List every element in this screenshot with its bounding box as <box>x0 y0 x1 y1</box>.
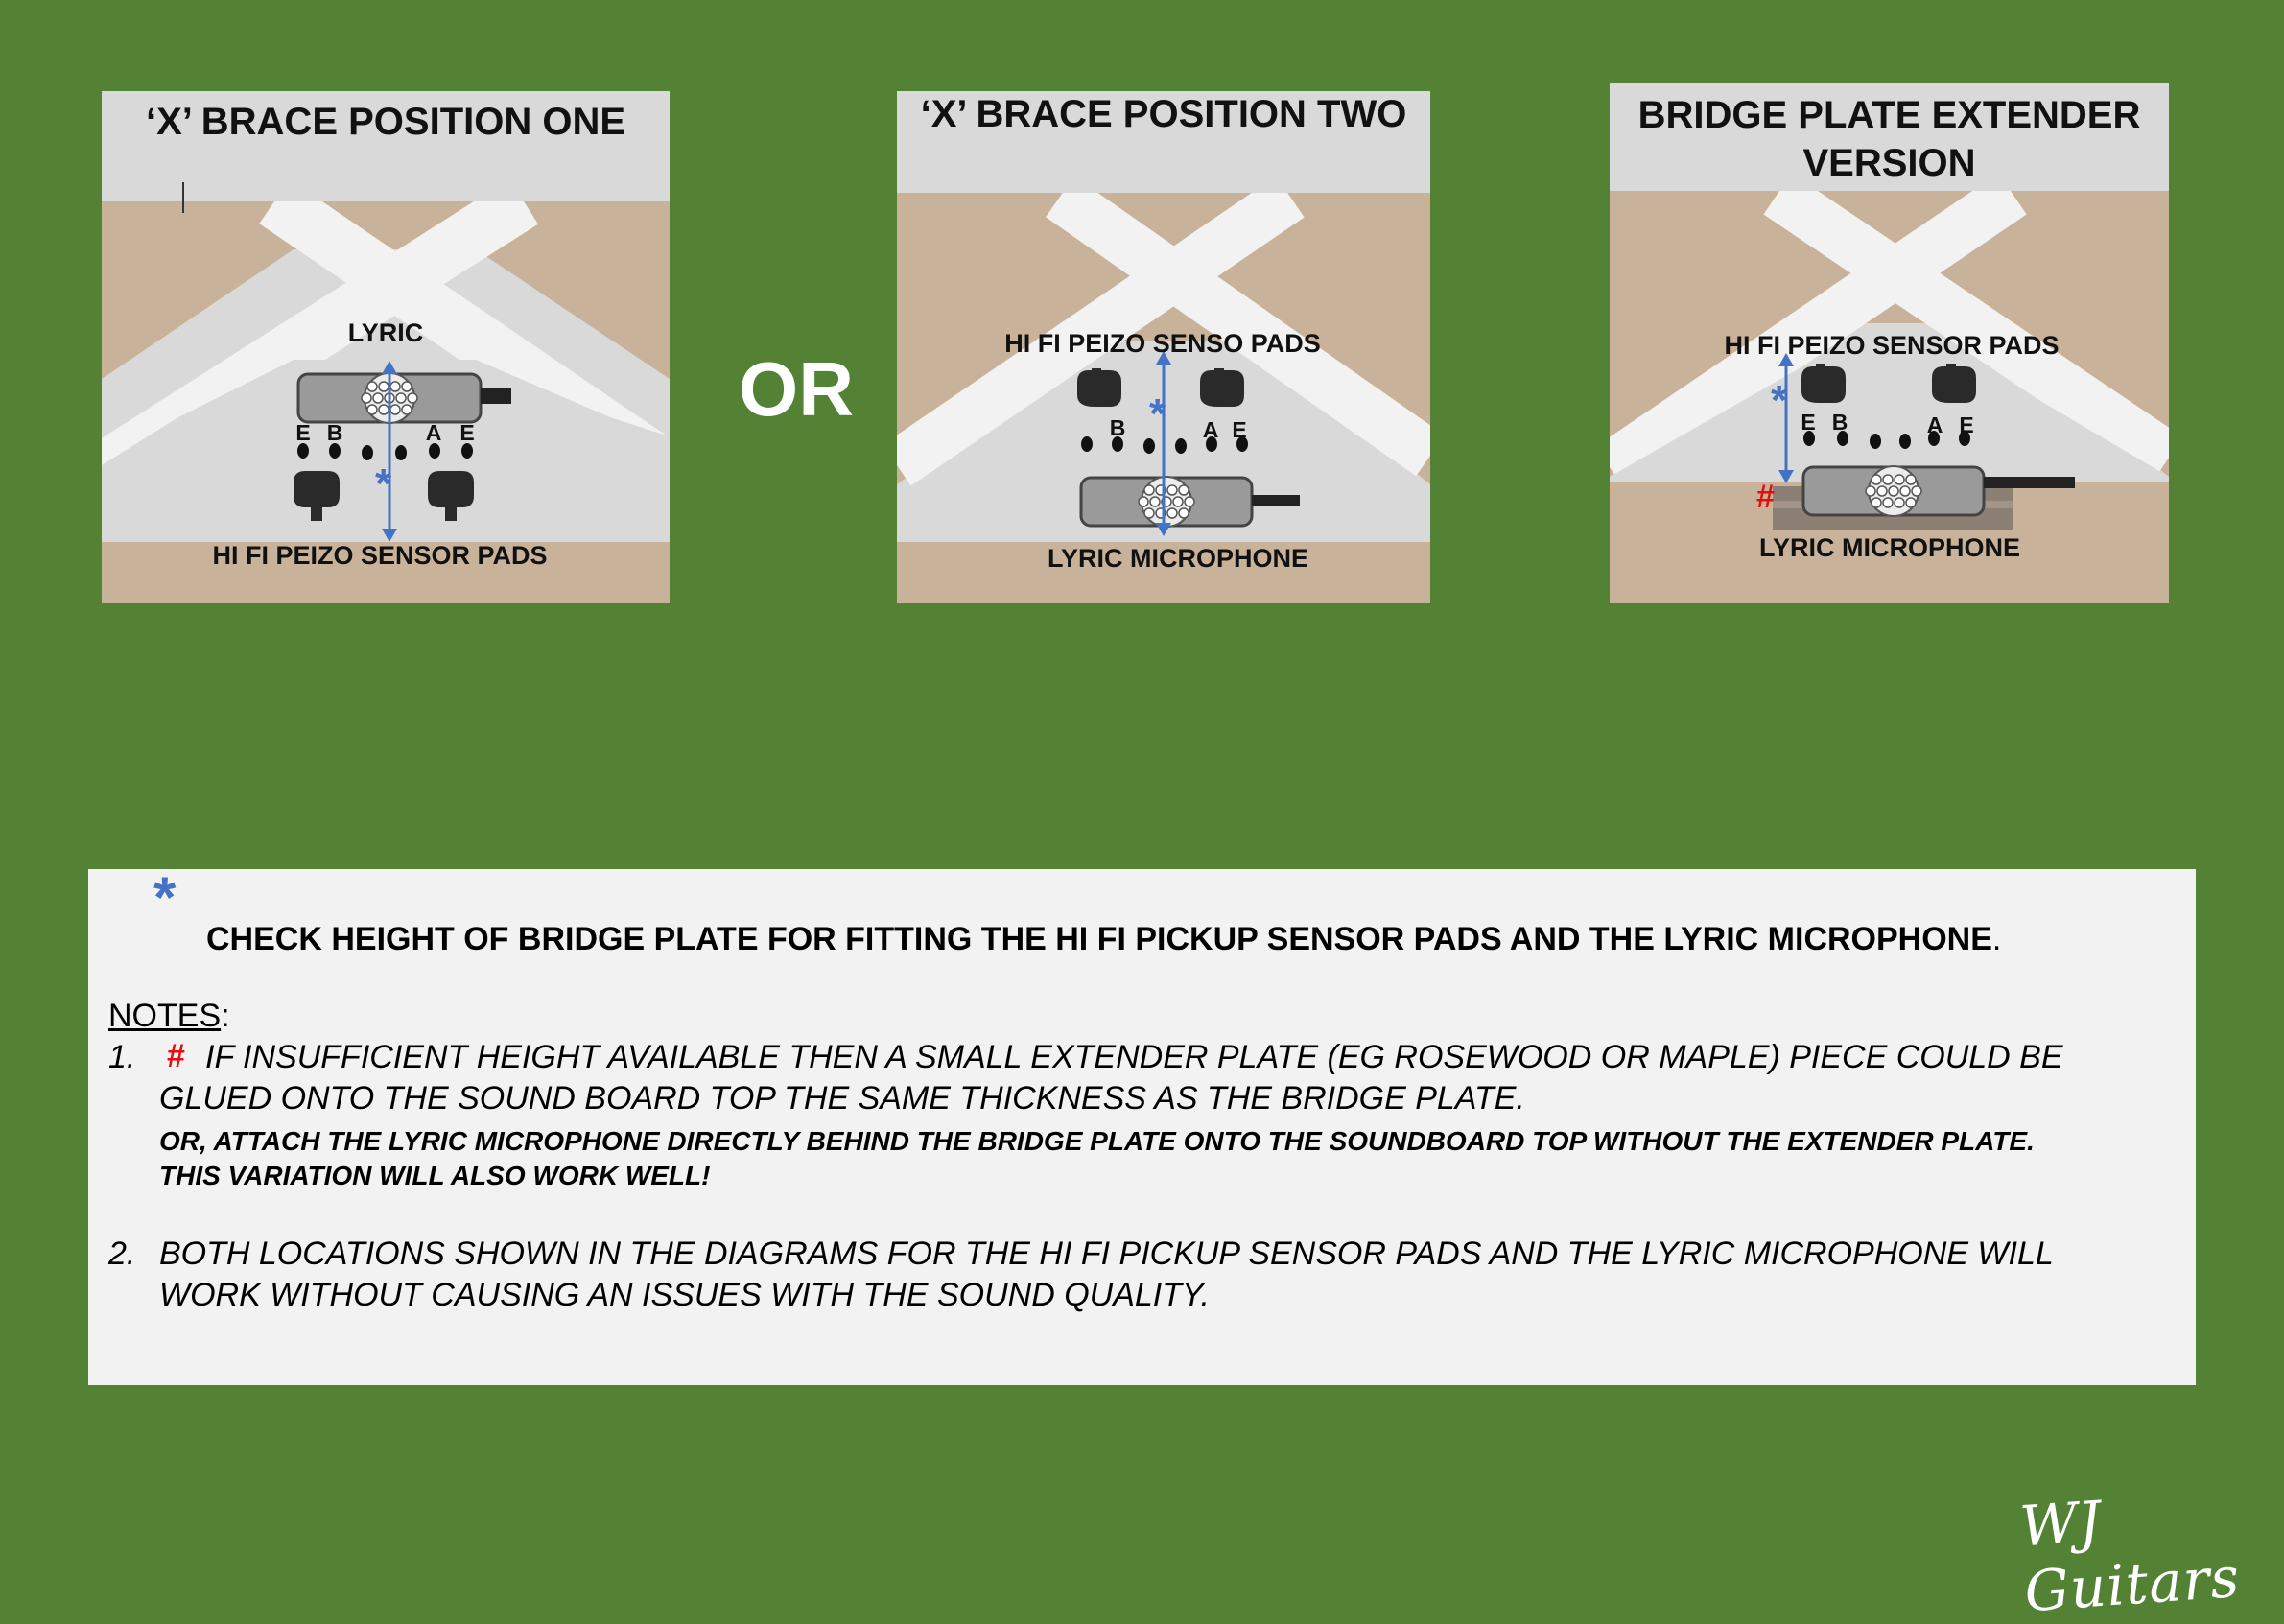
note-1-line-2: GLUED ONTO THE SOUND BOARD TOP THE SAME THICKNESS AS THE BRIDGE PLATE. <box>159 1080 1525 1117</box>
diagram-panel-extender-version <box>1610 83 2169 603</box>
label-lyric-microphone: LYRIC MICROPHONE <box>1047 544 1309 573</box>
note-1-sub-line-2: THIS VARIATION WILL ALSO WORK WELL! <box>159 1161 711 1190</box>
string-label-a: A <box>425 420 442 445</box>
extender-hash-mark: # <box>1756 479 1775 515</box>
notes-heading <box>108 998 230 1035</box>
microphone-icon <box>298 373 511 423</box>
label-lyric: LYRIC <box>347 318 424 347</box>
asterisk-icon: * <box>153 865 177 930</box>
notes-heading-colon: : <box>221 998 230 1034</box>
cursor-mark <box>182 182 184 213</box>
check-height-period: . <box>1991 921 2002 957</box>
note-1-line-1: IF INSUFFICIENT HEIGHT AVAILABLE THEN A SMALL EXTENDER PLATE (EG ROSEWOOD OR MAPLE) PIECE COULD BE <box>205 1039 2063 1075</box>
string-label-e-high: E <box>1959 412 1974 437</box>
label-sensor-pads: HI FI PEIZO SENSO PADS <box>1004 329 1321 358</box>
note-2-line-2: WORK WITHOUT CAUSING AN ISSUES WITH THE SOUND QUALITY. <box>159 1277 1211 1313</box>
label-lyric-microphone: LYRIC MICROPHONE <box>1758 533 2021 562</box>
string-label-b: B <box>1831 410 1848 435</box>
asterisk-icon: * <box>375 460 392 507</box>
asterisk-icon: * <box>1771 377 1788 424</box>
string-label-a: A <box>1926 412 1943 437</box>
panel-title: BRIDGE PLATE EXTENDER VERSION <box>1610 83 2169 191</box>
asterisk-icon: * <box>1149 390 1166 437</box>
brand-logo: WJ Guitars <box>2017 1488 2243 1624</box>
check-height-text: CHECK HEIGHT OF BRIDGE PLATE FOR FITTING THE HI FI PICKUP SENSOR PADS AND THE LYRIC MICROPHONE <box>206 921 1992 957</box>
string-label-e: E <box>1232 417 1247 442</box>
string-label-a: A <box>1202 417 1219 442</box>
note-2-line-1: BOTH LOCATIONS SHOWN IN THE DIAGRAMS FOR THE HI FI PICKUP SENSOR PADS AND THE LYRIC MICROPHONE WILL <box>159 1236 2054 1272</box>
panel-title: ‘X’ BRACE POSITION TWO <box>897 91 1430 193</box>
string-label-b: B <box>1109 415 1126 440</box>
panel-title: ‘X’ BRACE POSITION ONE <box>102 91 670 201</box>
string-label-e-high: E <box>459 420 475 445</box>
notes-heading-text: NOTES <box>108 998 222 1034</box>
note-1-sub-line-1: OR, ATTACH THE LYRIC MICROPHONE DIRECTLY BEHIND THE BRIDGE PLATE ONTO THE SOUNDBOARD TOP WITHOUT THE EXTENDER PLATE. <box>159 1126 2035 1156</box>
note-1-number: 1. <box>108 1039 136 1075</box>
check-height-note <box>206 921 2001 958</box>
or-label: OR <box>739 346 854 432</box>
diagram-panel-position-one <box>102 91 670 603</box>
string-label-e-low: E <box>1801 410 1816 435</box>
string-label-e-low: E <box>295 420 311 445</box>
note-1-hash-mark: # <box>167 1038 185 1074</box>
diagram-panel-position-two <box>897 91 1430 603</box>
string-label-b: B <box>326 420 343 445</box>
label-sensor-pads: HI FI PEIZO SENSOR PADS <box>1724 331 2060 360</box>
note-2-number: 2. <box>108 1236 136 1272</box>
label-sensor-pads: HI FI PEIZO SENSOR PADS <box>212 541 548 570</box>
